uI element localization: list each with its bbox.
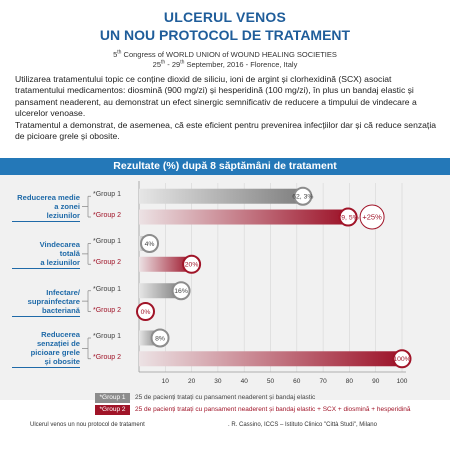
footer-left: Ulcerul venos un nou protocol de tratament xyxy=(30,422,145,428)
x-tick-label: 60 xyxy=(293,378,301,385)
bar xyxy=(139,351,402,366)
legend-group-2-text: 25 de pacienți tratați cu pansament neaderent și bandaj elastic + SCX + diosmină + hesperidină xyxy=(135,406,411,413)
x-tick-label: 30 xyxy=(214,378,222,385)
group-bracket xyxy=(82,338,91,359)
legend-group-2 xyxy=(95,405,440,415)
category-label-line: bacteriană xyxy=(42,305,80,315)
group-bracket xyxy=(82,196,91,217)
category-label-line: leziunilor xyxy=(46,211,80,221)
data-label: 62, 3% xyxy=(292,193,314,201)
group-2-label: *Group 2 xyxy=(93,306,122,314)
intro-paragraph-1: Utilizarea tratamentului topic ce conține dioxid de siliciu, ioni de argint și clorhexidină (SCX) asociat tratamentului medicamentos: diosmină (900 mg/zi) și hesperidină (100 mg/zi), în plus un bandaj elastic și pansament neaderent, au demonstrat un efect sinergic semnificativ de reducere a timpului de vindecare a ulcerelor venoase. xyxy=(15,74,417,118)
data-label: 100% xyxy=(393,356,411,364)
category-label-line: suprainfectare xyxy=(27,296,80,306)
category-label-line: senzației de xyxy=(36,339,80,349)
group-bracket xyxy=(82,291,91,312)
x-tick-label: 10 xyxy=(161,378,169,385)
legend-group-2-tag: *Group 2 xyxy=(95,405,130,415)
intro-paragraph-2: Tratamentul a demonstrat, de asemenea, că este eficient pentru prevenirea infecțiilor dar și că reduce senzația de picioare grele și obosite. xyxy=(15,120,437,142)
footer-right: . R. Cassino, ICCS – Istituto Clinico "Città Studi", Milano xyxy=(228,422,377,428)
x-tick-label: 100 xyxy=(396,378,408,385)
data-label: 79, 5% xyxy=(337,214,359,222)
group-2-label: *Group 2 xyxy=(93,259,122,267)
title-line-2: UN NOU PROTOCOL DE TRATAMENT xyxy=(99,27,351,43)
group-1-label: *Group 1 xyxy=(93,332,122,340)
category-label-line: și obosite xyxy=(44,357,80,367)
category-label-line: Vindecarea xyxy=(39,240,80,250)
group-1-label: *Group 1 xyxy=(93,238,122,246)
legend-group-1-text: 25 de pacienți tratați cu pansament neaderent și bandaj elastic xyxy=(135,394,316,401)
legend-group-1-tag: *Group 1 xyxy=(95,393,130,403)
group-1-label: *Group 1 xyxy=(93,285,122,293)
results-banner: Rezultate (%) după 8 săptămâni de tratament xyxy=(0,158,450,175)
congress-line-1: 5th Congress of WORLD UNION of WOUND HEALING SOCIETIES xyxy=(113,49,337,59)
annotation-label: +25% xyxy=(362,212,382,222)
x-tick-label: 50 xyxy=(266,378,275,385)
group-bracket xyxy=(82,243,91,264)
group-2-label: *Group 2 xyxy=(93,353,122,361)
data-label: 20% xyxy=(184,261,199,269)
title-line-1: ULCERUL VENOS xyxy=(163,9,287,25)
x-tick-label: 20 xyxy=(187,378,196,385)
x-tick-label: 90 xyxy=(372,378,380,385)
category-label-line: Infectare/ xyxy=(46,287,80,297)
x-tick-label: 40 xyxy=(240,378,248,385)
data-label: 16% xyxy=(174,288,188,296)
data-label: 0% xyxy=(140,308,151,316)
category-label-line: totală xyxy=(59,249,80,259)
bar xyxy=(139,210,348,225)
group-1-label: *Group 1 xyxy=(93,191,122,199)
category-label-line: Reducerea medie xyxy=(17,193,80,203)
data-label: 4% xyxy=(144,240,155,248)
legend-group-1 xyxy=(95,393,440,403)
category-label-line: Reducerea xyxy=(41,330,80,340)
x-tick-label: 70 xyxy=(319,378,327,385)
category-label-line: picioare grele xyxy=(30,348,80,358)
bar xyxy=(139,189,303,204)
x-tick-label: 80 xyxy=(345,378,354,385)
data-label: 8% xyxy=(155,335,165,343)
category-label-line: a leziunilor xyxy=(40,258,80,268)
group-2-label: *Group 2 xyxy=(93,212,122,220)
category-label-line: a zonei xyxy=(54,202,80,212)
congress-line-2: 25th - 29th September, 2016 - Florence, Italy xyxy=(152,59,298,69)
